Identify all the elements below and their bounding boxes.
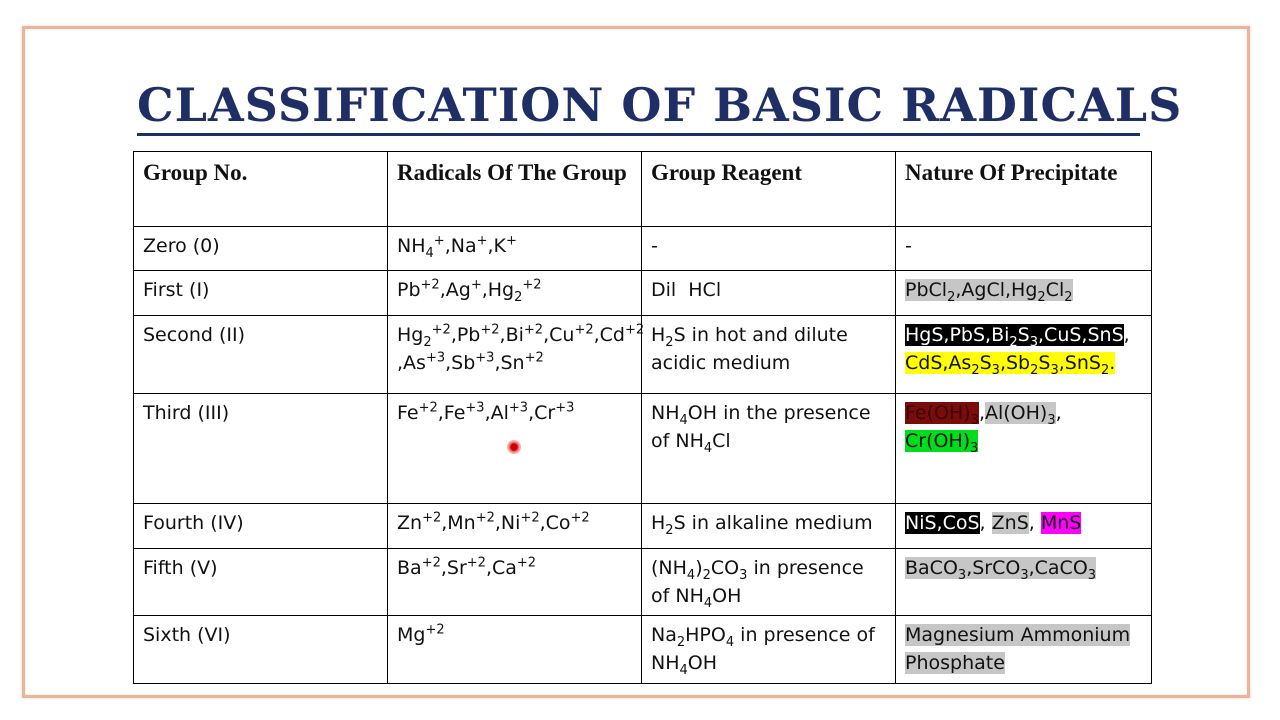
group-cell: Third (III) <box>134 394 388 504</box>
reagent-cell: $NH_4OH$ in the presence of $NH_4Cl$ <box>642 394 896 504</box>
header-radicals: Radicals Of The Group <box>388 152 642 227</box>
slide-title: CLASSIFICATION OF BASIC RADICALS <box>137 76 1140 136</box>
radicals-cell: $Mg^{+2}$ <box>388 616 642 684</box>
reagent-cell: $H_2S$ in hot and dilute acidic medium <box>642 316 896 394</box>
precipitate-cell: NiS,CoS, ZnS, MnS <box>896 504 1152 549</box>
table-row <box>134 394 1152 504</box>
radicals-table <box>133 151 1152 684</box>
table-row <box>134 549 1152 616</box>
radicals-cell: $Zn^{+2},Mn^{+2},Ni^{+2},Co^{+2}$ <box>388 504 642 549</box>
table-row <box>134 316 1152 394</box>
precipitate-cell: $Fe(OH)_3,Al(OH)_3$, $Cr(OH)_3$ <box>896 394 1152 504</box>
group-cell: Zero (0) <box>134 227 388 271</box>
group-cell: Fifth (V) <box>134 549 388 616</box>
header-precipitate: Nature Of Precipitate <box>896 152 1152 227</box>
pointer-cursor-icon <box>507 440 521 454</box>
precipitate-cell: - <box>896 227 1152 271</box>
table-row <box>134 616 1152 684</box>
group-cell: First (I) <box>134 271 388 316</box>
radicals-cell: $Hg_2^{+2},Pb^{+2},Bi^{+2},Cu^{+2},Cd^{+2}$ $,As^{+3},Sb^{+3},Sn^{+2}$ <box>388 316 642 394</box>
reagent-cell: $H_2S$ in alkaline medium <box>642 504 896 549</box>
precipitate-cell: $PbCl_2,AgCl,Hg_2Cl_2$ <box>896 271 1152 316</box>
table-row <box>134 271 1152 316</box>
group-cell: Fourth (IV) <box>134 504 388 549</box>
table-row <box>134 227 1152 271</box>
radicals-cell: $Ba^{+2},Sr^{+2},Ca^{+2}$ <box>388 549 642 616</box>
group-cell: Sixth (VI) <box>134 616 388 684</box>
group-cell: Second (II) <box>134 316 388 394</box>
reagent-cell: $(NH_4)_2CO_3$ in presence of $NH_4OH$ <box>642 549 896 616</box>
header-reagent: Group Reagent <box>642 152 896 227</box>
precipitate-cell: BaCO$_3$,SrCO$_3$,CaCO$_3$ <box>896 549 1152 616</box>
reagent-cell: - <box>642 227 896 271</box>
table-row <box>134 504 1152 549</box>
radicals-cell: $Fe^{+2},Fe^{+3},Al^{+3},Cr^{+3}$ <box>388 394 642 504</box>
reagent-cell: Dil HCl <box>642 271 896 316</box>
radicals-cell: $Pb^{+2},Ag^+,Hg_2^{+2}$ <box>388 271 642 316</box>
reagent-cell: $Na_2HPO_4$ in presence of $NH_4OH$ <box>642 616 896 684</box>
radicals-cell: $NH_4^+,Na^+,K^+$ <box>388 227 642 271</box>
precipitate-cell: Magnesium Ammonium Phosphate <box>896 616 1152 684</box>
precipitate-cell: $HgS,PbS,Bi_2S_3,CuS,SnS$, $CdS,As_2S_3,Sb_2S_3,SnS_2$. <box>896 316 1152 394</box>
table-header-row <box>134 152 1152 227</box>
header-group-no: Group No. <box>134 152 388 227</box>
